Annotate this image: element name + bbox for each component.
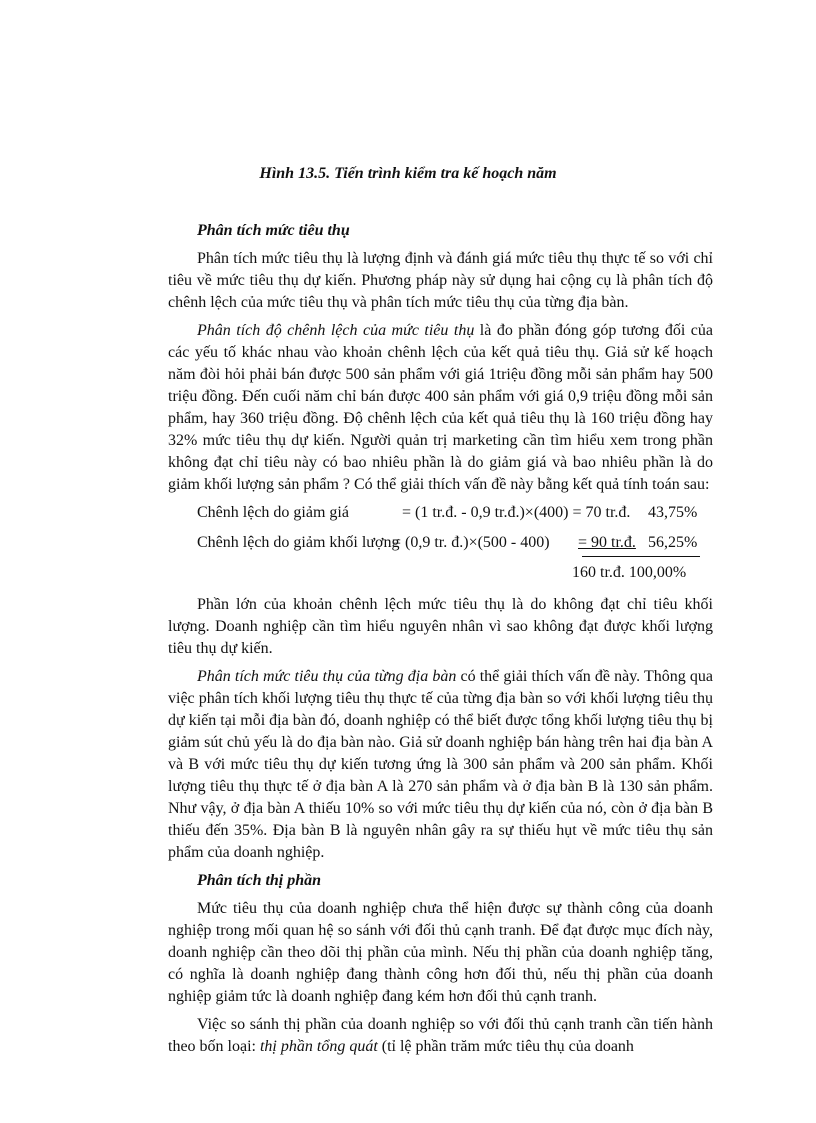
section-heading-sales-analysis: Phân tích mức tiêu thụ (197, 222, 350, 239)
calc-total: 160 tr.đ. 100,00% (572, 564, 687, 581)
paragraph-sales-analysis-intro: Phân tích mức tiêu thụ là lượng định và đánh giá mức tiêu thụ thực tế so với chỉ tiêu về mức tiêu thụ dự kiến. Phương pháp này sử dụng hai cộng cụ là phân tích độ chênh lệch của mức tiêu thụ và phân tích mức tiêu thụ của từng địa bàn. (168, 250, 713, 311)
calc-formula-volume: = (0,9 tr. đ.)×(500 - 400) (392, 534, 550, 551)
calc-amount-volume: = 90 tr.đ. (578, 534, 636, 551)
paragraph-market-share-types (168, 1014, 713, 1058)
sum-divider-line (582, 556, 700, 557)
paragraph-variance-analysis (168, 320, 713, 496)
calc-row-price (168, 502, 713, 532)
paragraph-market-share-rest: (tỉ lệ phần trăm mức tiêu thụ của doanh (377, 1038, 634, 1055)
paragraph-market-share-intro: Mức tiêu thụ của doanh nghiệp chưa thể hiện được sự thành công của doanh nghiệp trong mối quan hệ so sánh với đối thủ cạnh tranh. Để đạt được mục đích này, doanh nghiệp cần theo dõi thị phần của mình. Nếu thị phần của doanh nghiệp tăng, có nghĩa là doanh nghiệp đang thành công hơn đối thủ, nếu thị phần của doanh nghiệp giảm tức là doanh nghiệp đang kém hơn đối thủ cạnh tranh. (168, 900, 713, 1005)
paragraph-market-share-start: Việc so sánh thị phần của doanh nghiệp so với đối thủ cạnh tranh cần tiến hành theo bốn loại: (168, 1016, 713, 1055)
paragraph-variance-text: là đo phần đóng góp tương đối của các yếu tố khác nhau vào khoản chênh lệch của kết quả tiêu thụ. Giả sử kế hoạch năm đòi hỏi phải bán được 500 sản phẩm với giá 1triệu đồng mỗi sản phẩm hay 500 triệu đồng. Đến cuối năm chỉ bán được 400 sản phẩm với giá 0,9 triệu đồng mỗi sản phẩm, hay 360 triệu đồng. Độ chênh lệch của kết quả tiêu thụ là 160 triệu đồng hay 32% mức tiêu thụ dự kiến. Người quản trị marketing cần tìm hiểu xem trong phần không đạt chỉ tiêu này có bao nhiêu phần là do giảm giá và bao nhiêu phần là do giảm khối lượng sản phẩm ? Có thể giải thích vấn đề này bằng kết quả tính toán sau: (168, 322, 713, 493)
calc-label-price: Chênh lệch do giảm giá (197, 504, 349, 521)
calc-label-volume: Chênh lệch do giảm khối lượng (197, 534, 400, 551)
term-overall-market-share: thị phần tổng quát (259, 1038, 378, 1055)
paragraph-territory-analysis (168, 666, 713, 864)
calc-total-row (168, 562, 713, 594)
term-territory-analysis: Phân tích mức tiêu thụ của từng địa bàn (197, 668, 457, 685)
calc-percent-price: 43,75% (648, 504, 698, 521)
term-variance-analysis: Phân tích độ chênh lệch của mức tiêu thụ (197, 322, 475, 339)
document-body (168, 220, 713, 1064)
calc-formula-price: = (1 tr.đ. - 0,9 tr.đ.)×(400) = 70 tr.đ. (402, 504, 631, 521)
paragraph-territory-text: có thể giải thích vấn đề này. Thông qua việc phân tích khối lượng tiêu thụ thực tế của từng địa bàn so với khối lượng tiêu thụ dự kiến tại mỗi địa bàn đó, doanh nghiệp có thể biết được tổng khối lượng tiêu thụ bị giảm sút chủ yếu là do địa bàn nào. Giả sử doanh nghiệp bán hàng trên hai địa bàn A và B với mức tiêu thụ dự kiến tương ứng là 300 sản phẩm và 200 sản phẩm. Khối lượng tiêu thụ thực tế ở địa bàn A là 270 sản phẩm và ở địa bàn B là 130 sản phẩm. Như vậy, ở địa bàn A thiếu 10% so với mức tiêu thụ dự kiến của nó, còn ở địa bàn B thiếu đến 35%. Địa bàn B là nguyên nhân gây ra sự thiếu hụt về mức tiêu thụ sản phẩm của doanh nghiệp. (168, 668, 713, 861)
calc-percent-volume: 56,25% (648, 534, 698, 551)
paragraph-volume-shortfall: Phần lớn của khoản chênh lệch mức tiêu thụ là do không đạt chỉ tiêu khối lượng. Doanh nghiệp cần tìm hiểu nguyên nhân vì sao không đạt được khối lượng tiêu thụ dự kiến. (168, 596, 713, 657)
variance-calculation (168, 502, 713, 594)
calc-row-volume (168, 532, 713, 562)
section-heading-market-share: Phân tích thị phần (197, 872, 322, 889)
figure-caption: Hình 13.5. Tiến trình kiểm tra kế hoạch năm (259, 165, 557, 182)
